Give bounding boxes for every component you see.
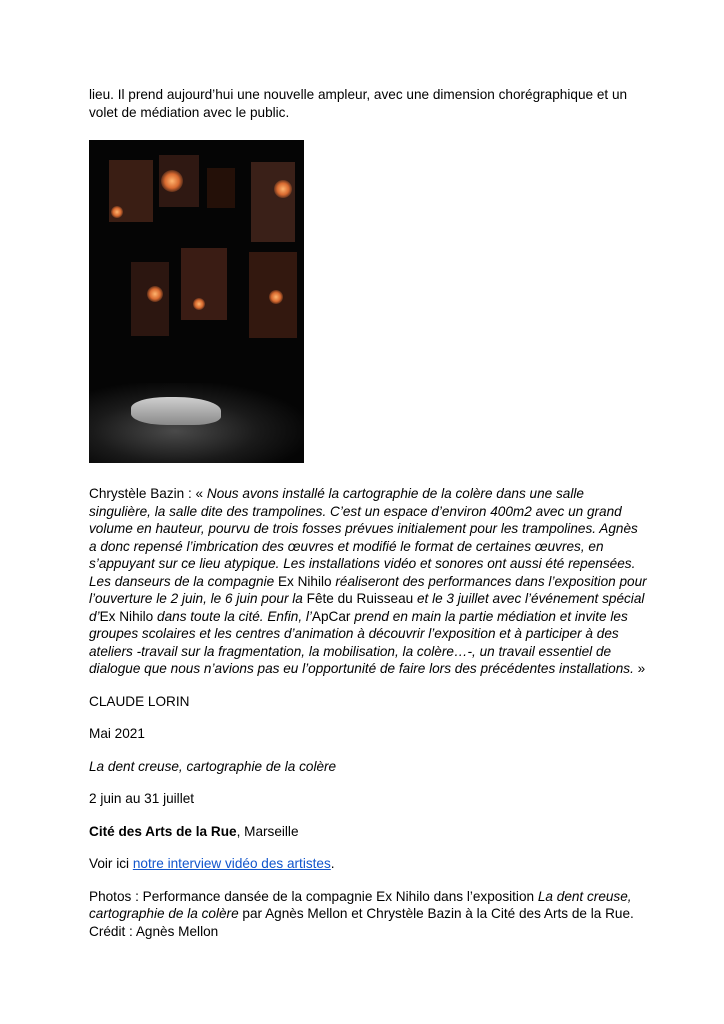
- lantern: [193, 298, 205, 310]
- lantern: [161, 170, 183, 192]
- event-name: Fête du Ruisseau: [306, 591, 414, 606]
- lantern: [147, 286, 163, 302]
- quote-text-3: et le 3 juillet avec l’événement spécial d’: [89, 591, 645, 624]
- quote-text-5: prend en main la partie médiation et invite les groupes scolaires et les centres d’animation à découvrir l’exposition et à participer à des ateliers -travail sur la fragmentation, la mobilisation, la colère…-, un travail essentiel de dialogue que nous n’avions pas eu l’opportunité de faire lors des précédentes installations.: [89, 608, 634, 676]
- publication-date: Mai 2021: [89, 726, 145, 741]
- company-name: Ex Nihilo: [277, 573, 332, 589]
- organization-name: ApCar: [311, 608, 351, 624]
- intro-paragraph: [89, 86, 649, 121]
- exhibition-title-text: La dent creuse, cartographie de la colère: [89, 758, 337, 774]
- quote-close: »: [633, 661, 646, 676]
- exhibition-title: [89, 758, 649, 776]
- venue-name: Cité des Arts de la Rue: [89, 823, 237, 839]
- dancer-figure: [131, 397, 221, 425]
- performance-photo: [89, 140, 304, 463]
- video-link-line: [89, 855, 649, 873]
- credits-text-2: par Agnès Mellon et Chrystèle Bazin à la Cité des Arts de la Rue.: [238, 906, 634, 921]
- photo-panel: [251, 162, 295, 242]
- interview-video-link[interactable]: notre interview vidéo des artistes: [132, 856, 331, 871]
- video-link-suffix: .: [330, 856, 335, 871]
- quote-paragraph: [89, 485, 649, 678]
- credits-text-1: Photos : Performance dansée de la compagnie Ex Nihilo dans l’exposition: [89, 888, 538, 904]
- venue: [89, 823, 649, 841]
- photo-panel: [207, 168, 235, 208]
- lantern: [111, 206, 123, 218]
- photo-panel: [181, 248, 227, 320]
- intro-line-1: lieu. Il prend aujourd’hui une nouvelle ampleur, avec une dimension chorégraphique et un: [89, 87, 628, 102]
- photo-credit: Crédit : Agnès Mellon: [89, 923, 219, 939]
- venue-city: , Marseille: [236, 823, 299, 839]
- quote-text-4: dans toute la cité. Enfin, l’: [153, 608, 312, 624]
- quote-speaker: Chrystèle Bazin : «: [89, 486, 207, 501]
- exhibition-dates: 2 juin au 31 juillet: [89, 791, 195, 806]
- company-name: Ex Nihilo: [99, 608, 154, 624]
- lantern: [274, 180, 292, 198]
- quote-text-2: réaliseront des performances dans l’exposition pour l’ouverture le 2 juin, le 6 juin pour la: [89, 573, 647, 606]
- author-name: CLAUDE LORIN: [89, 693, 190, 709]
- intro-line-2: volet de médiation avec le public.: [89, 104, 290, 120]
- photo-credits: [89, 888, 649, 941]
- quote-text-1: Nous avons installé la cartographie de la colère dans une salle singulière, la salle dite des trampolines. C’est un espace d’environ 400m2 avec un grand volume en hauteur, pourvu de trois fosses prévues initialement pour les trampolines. Agnès a donc repensé l’imbrication des œuvres et modifié le format de certaines œuvres, en s’appuyant sur ce lieu atypique. Les installations vidéo et sonores ont aussi été repensées. Les danseurs de la compagnie: [89, 486, 638, 589]
- lantern: [269, 290, 283, 304]
- article-body: [89, 86, 649, 940]
- credits-exhibition-title: La dent creuse, cartographie de la colère: [89, 888, 632, 921]
- video-link-prefix: Voir ici: [89, 856, 133, 871]
